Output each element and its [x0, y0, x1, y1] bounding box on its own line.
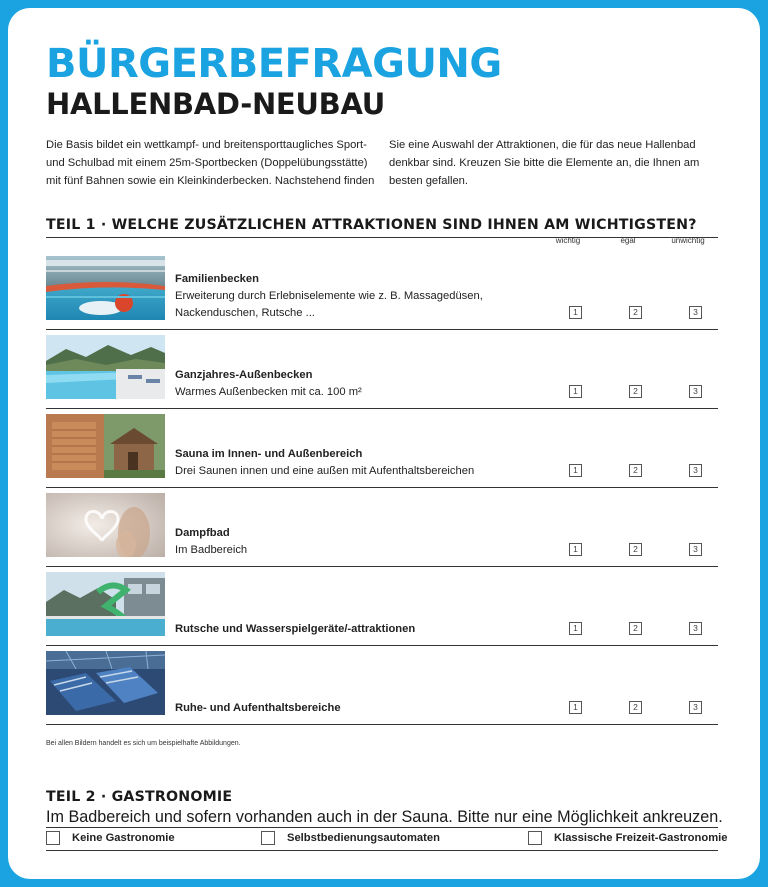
column-header-wichtig: wichtig — [555, 236, 581, 245]
sauna-photo — [46, 414, 165, 478]
page-title: BÜRGERBEFRAGUNG — [46, 41, 502, 87]
attraction-row — [46, 645, 718, 725]
rating-box-egal[interactable]: 2 — [629, 306, 642, 319]
lounge-chairs-photo — [46, 651, 165, 715]
rating-box-unwichtig[interactable]: 3 — [689, 701, 702, 714]
rating-box-unwichtig[interactable]: 3 — [689, 464, 702, 477]
attraction-title: Sauna im Innen- und Außenbereich — [175, 448, 363, 460]
attraction-row — [46, 566, 718, 646]
rating-box-egal[interactable]: 2 — [629, 701, 642, 714]
option-klassische-freizeit-gastronomie[interactable] — [528, 828, 727, 848]
attraction-text — [175, 271, 555, 322]
rating-box-wichtig[interactable]: 1 — [569, 464, 582, 477]
indoor-pool-photo — [46, 256, 165, 320]
section-2-instruction: Im Badbereich und sofern vorhanden auch in der Sauna. Bitte nur eine Möglichkeit ankreuzen. — [46, 808, 723, 826]
image-disclaimer: Bei allen Bildern handelt es sich um beispielhafte Abbildungen. — [46, 740, 241, 747]
rating-box-unwichtig[interactable]: 3 — [689, 543, 702, 556]
checkbox[interactable] — [261, 831, 275, 845]
section-2-divider-bottom — [46, 850, 718, 851]
outdoor-pool-photo — [46, 335, 165, 399]
attraction-row — [46, 487, 718, 567]
rating-box-egal[interactable]: 2 — [629, 543, 642, 556]
rating-box-egal[interactable]: 2 — [629, 385, 642, 398]
rating-box-unwichtig[interactable]: 3 — [689, 306, 702, 319]
attraction-text — [175, 446, 555, 480]
attraction-title: Familienbecken — [175, 273, 259, 285]
attraction-description-2: Nackenduschen, Rutsche ... — [175, 307, 315, 319]
questionnaire-page — [8, 8, 760, 879]
waterslide-photo — [46, 572, 165, 636]
rating-box-unwichtig[interactable]: 3 — [689, 622, 702, 635]
intro-text — [46, 136, 718, 190]
attraction-text — [175, 621, 555, 638]
rating-box-unwichtig[interactable]: 3 — [689, 385, 702, 398]
attraction-description: Drei Saunen innen und eine außen mit Aufenthaltsbereichen — [175, 465, 475, 477]
option-keine-gastronomie[interactable] — [46, 828, 175, 848]
attraction-row — [46, 250, 718, 330]
option-label: Selbstbedienungsautomaten — [287, 832, 440, 844]
section-1-heading: TEIL 1 · WELCHE ZUSÄTZLICHEN ATTRAKTIONEN SIND IHNEN AM WICHTIGSTEN? — [46, 217, 697, 233]
rating-box-wichtig[interactable]: 1 — [569, 543, 582, 556]
rating-box-wichtig[interactable]: 1 — [569, 385, 582, 398]
attraction-row — [46, 408, 718, 488]
option-selbstbedienungsautomaten[interactable] — [261, 828, 440, 848]
attraction-text — [175, 525, 555, 559]
section-2-heading: TEIL 2 · GASTRONOMIE — [46, 789, 233, 805]
page-subtitle: HALLENBAD-NEUBAU — [46, 87, 385, 121]
attraction-title: Ruhe- und Aufenthaltsbereiche — [175, 702, 341, 714]
column-header-egal: egal — [620, 236, 636, 245]
option-label: Klassische Freizeit-Gastronomie — [554, 832, 728, 844]
attraction-description: Erweiterung durch Erlebniselemente wie z. B. Massagedüsen, — [175, 290, 483, 302]
attraction-text — [175, 700, 555, 717]
checkbox[interactable] — [46, 831, 60, 845]
rating-box-egal[interactable]: 2 — [629, 464, 642, 477]
checkbox[interactable] — [528, 831, 542, 845]
option-label: Keine Gastronomie — [72, 832, 175, 844]
attraction-description: Warmes Außenbecken mit ca. 100 m² — [175, 386, 362, 398]
attraction-description: Im Badbereich — [175, 544, 248, 556]
column-header-unwichtig: unwichtig — [671, 236, 705, 245]
attraction-title: Ganzjahres-Außenbecken — [175, 369, 313, 381]
attraction-text — [175, 367, 555, 401]
attraction-row — [46, 329, 718, 409]
attraction-title: Rutsche und Wasserspielgeräte/-attraktionen — [175, 623, 416, 635]
rating-box-wichtig[interactable]: 1 — [569, 622, 582, 635]
intro-paragraph: Die Basis bildet ein wettkampf- und breitensporttaugliches Sport- und Schulbad mit einem 25m-Sportbecken (Doppelübungsstätte) mit fünf Bahnen sowie ein Kleinkinderbecken. Nachstehend finden Sie eine Auswahl der Attraktionen, die für das neue Hallenbad denkbar sind. Kreuzen Sie bitte die Elemente an, die Ihnen am besten gefallen. — [46, 139, 700, 187]
rating-box-egal[interactable]: 2 — [629, 622, 642, 635]
rating-box-wichtig[interactable]: 1 — [569, 306, 582, 319]
rating-box-wichtig[interactable]: 1 — [569, 701, 582, 714]
attraction-title: Dampfbad — [175, 527, 230, 539]
steam-heart-photo — [46, 493, 165, 557]
